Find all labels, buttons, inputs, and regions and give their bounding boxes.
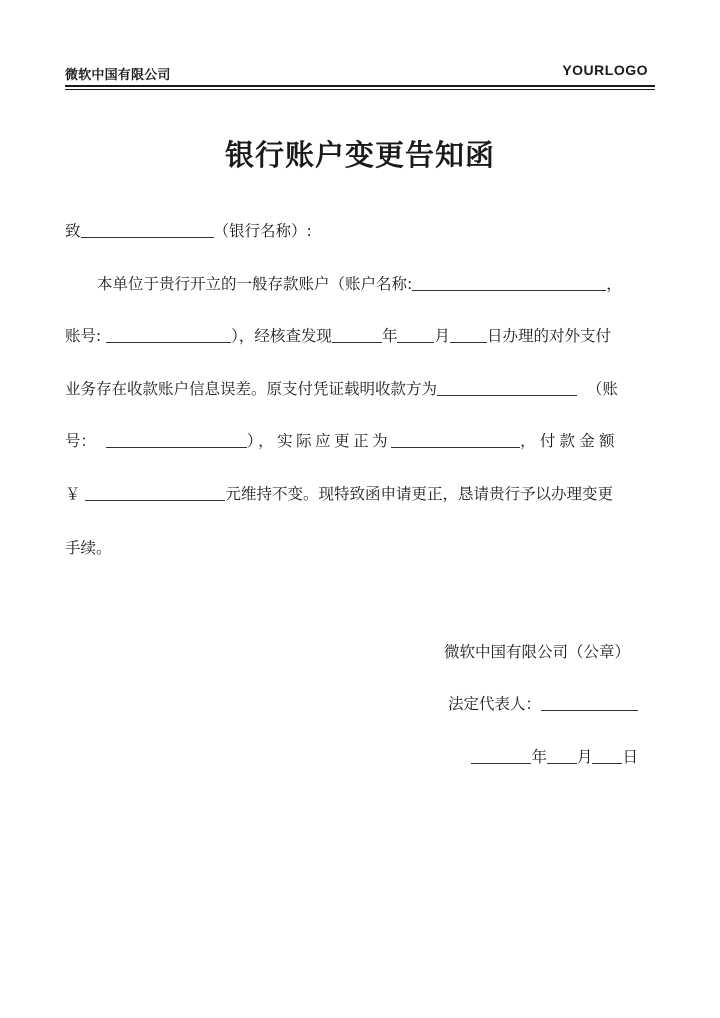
yuan-symbol: ￥ [65,485,81,503]
signature-month-label: 月 [576,748,593,766]
account-name-label: 本单位于贵行开立的一般存款账户（账户名称: [97,275,413,293]
corrected-payee-blank [391,432,520,448]
page-header [65,62,655,82]
payment-text: 日办理的对外支付 [486,327,611,345]
account-number-blank [106,327,231,343]
signature-year-blank [471,748,531,764]
header-divider-thick [65,85,655,87]
bank-name-label: （银行名称）: [213,222,312,240]
original-account-blank [106,432,247,448]
year-label: 年 [381,327,398,345]
signature-year-label: 年 [531,748,547,766]
salutation-line [65,219,312,241]
number-label: 号： [65,432,97,450]
day-blank [450,327,487,343]
body-line-6 [65,536,112,558]
signature-date-line [471,745,638,767]
header-logo: YOURLOGO [562,62,648,78]
closing-text: 手续。 [65,539,112,557]
legal-representative-blank [541,695,638,711]
body-line-3 [65,377,618,399]
month-label: 月 [434,327,450,345]
month-blank [397,327,434,343]
header-company-name: 微软中国有限公司 [65,68,171,83]
legal-representative-line [448,692,638,714]
amount-blank [85,485,225,501]
amount-label: ，付款金额 [520,432,619,450]
correction-text: ），实际应更正为 [246,432,392,450]
verify-text: ），经核查发现 [231,327,332,345]
body-line-4 [65,429,619,451]
account-open-label: （账 [586,380,618,398]
body-line-1 [97,272,622,294]
body-comma: ， [606,275,622,293]
body-line-5 [65,482,613,504]
account-name-blank [412,275,606,291]
salutation-to: 致 [65,222,81,240]
error-text: 业务存在收款账户信息误差。原支付凭证载明收款方为 [65,380,438,398]
account-number-label: 账号: [65,327,102,345]
signature-company [444,640,630,662]
document-title: 银行账户变更告知函 [224,138,495,172]
bank-name-blank [81,222,214,238]
signature-day-label: 日 [622,748,638,766]
legal-representative-label: 法定代表人： [447,695,541,713]
body-line-2 [65,324,611,346]
request-text: 元维持不变。现特致函申请更正，恳请贵行予以办理变更 [225,485,613,503]
year-blank [332,327,382,343]
header-divider-thin [65,89,655,90]
signature-company-text: 微软中国有限公司（公章） [443,643,630,661]
signature-month-blank [547,748,577,764]
original-payee-blank [437,380,577,396]
signature-day-blank [592,748,622,764]
